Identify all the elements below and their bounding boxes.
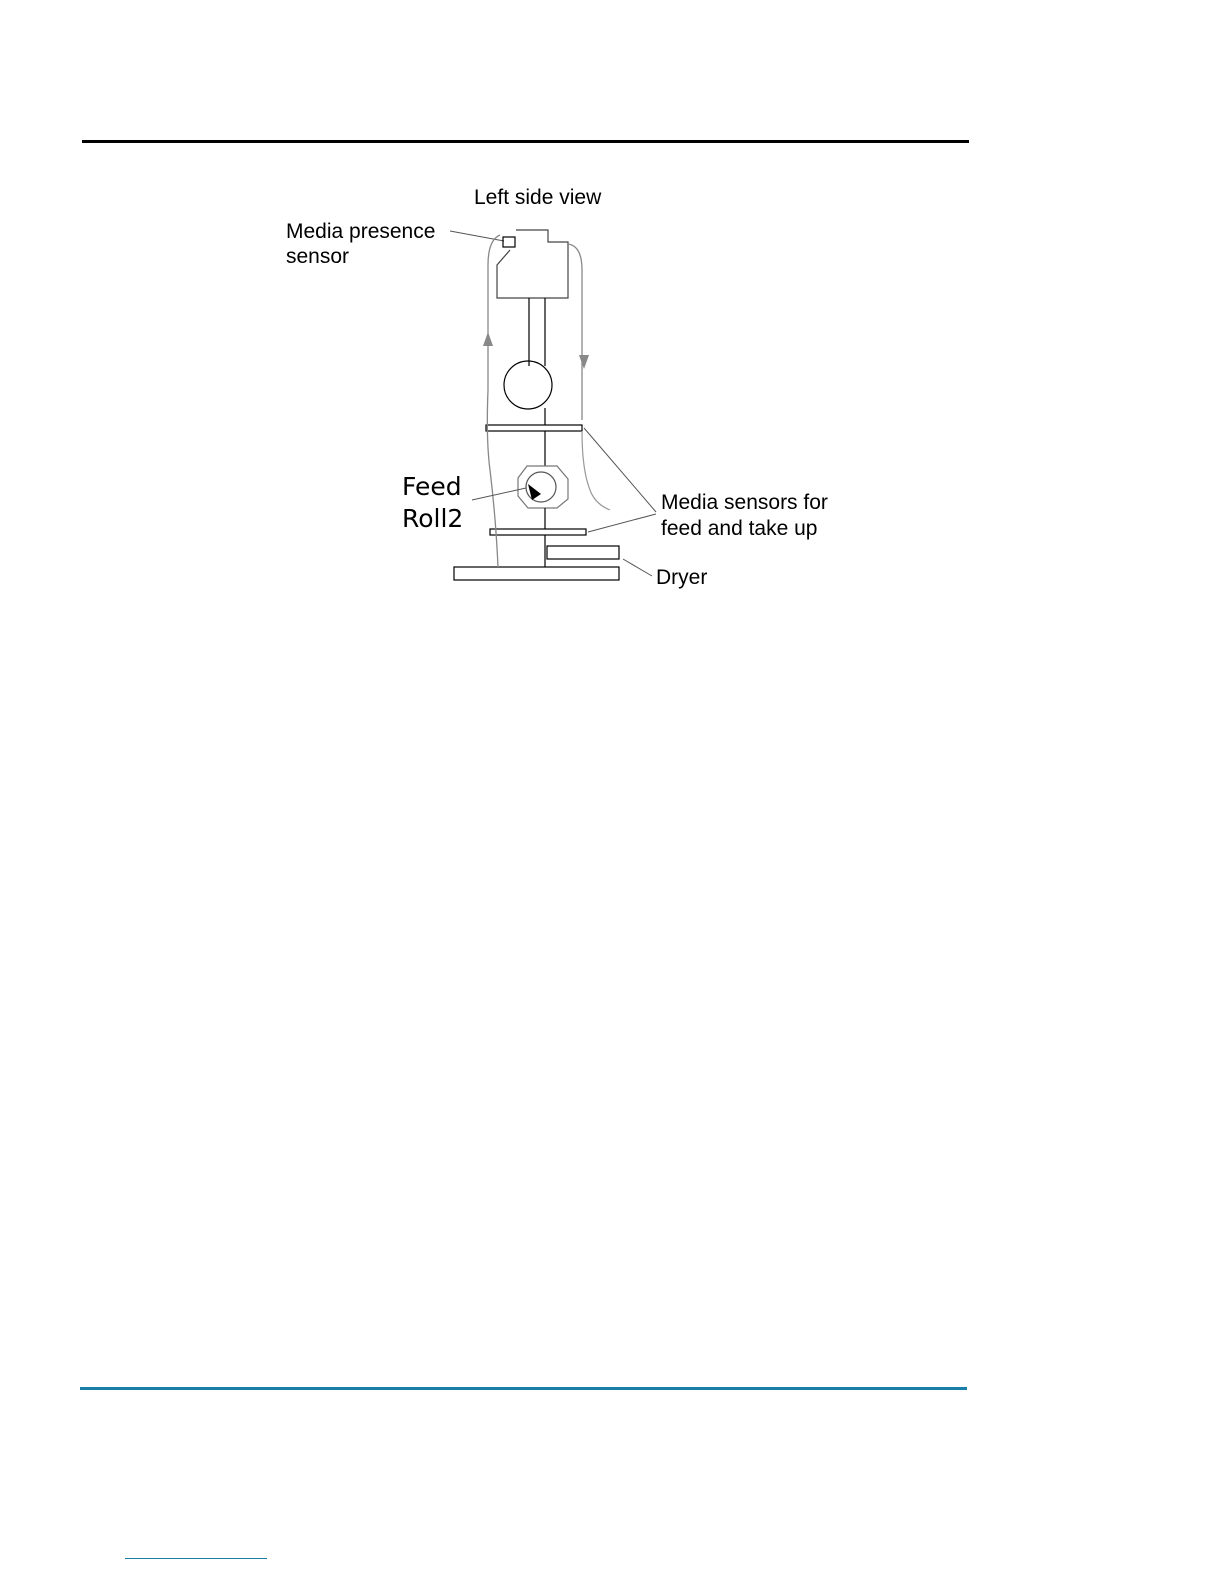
media-sensors-label-line1: Media sensors for: [661, 491, 828, 514]
dryer-leader: [623, 559, 652, 576]
media-presence-label-line2: sensor: [286, 245, 350, 268]
base-platform: [454, 567, 619, 580]
media-sensors-label-line2: feed and take up: [661, 517, 818, 540]
left-side-view-diagram: [0, 0, 1224, 700]
media-path-right: [568, 244, 582, 420]
media-presence-leader: [450, 231, 504, 241]
media-path-up-arrow-icon: [483, 332, 493, 346]
media-path-left: [487, 235, 500, 567]
dryer: [547, 546, 619, 559]
lower-media-sensor-bar: [490, 529, 586, 535]
figure-title: Left side view: [474, 186, 602, 209]
dryer-label: Dryer: [656, 566, 708, 589]
print-head-assembly: [497, 230, 568, 298]
footer-rule: [80, 1387, 967, 1390]
media-sensors-leader-lower: [588, 514, 656, 532]
media-presence-sensor: [503, 237, 515, 247]
upper-media-sensor-bar: [486, 425, 582, 431]
media-path-down-arrow-icon: [579, 355, 589, 369]
footer-link-underline: [125, 1558, 267, 1559]
take-up-roller: [504, 361, 552, 409]
feed-roll-label-line1: Feed: [402, 472, 462, 501]
feed-roll-label-line2: Roll2: [402, 504, 464, 533]
media-presence-label-line1: Media presence: [286, 220, 436, 243]
media-path-right-lower: [582, 431, 610, 510]
